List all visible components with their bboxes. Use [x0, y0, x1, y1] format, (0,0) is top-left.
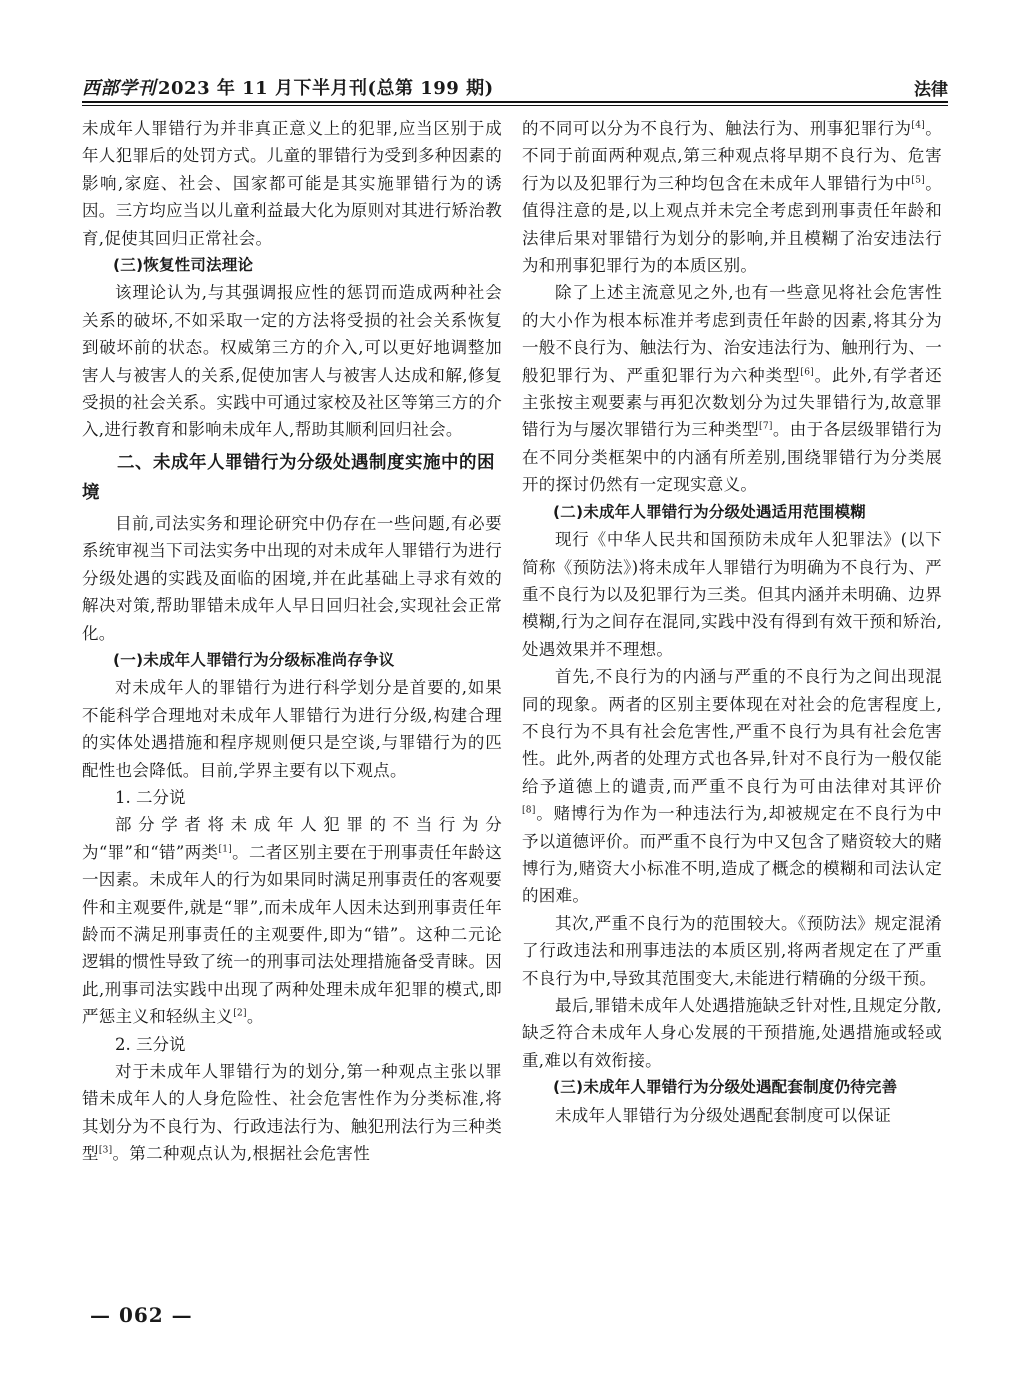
- page-number: — 062 —: [90, 1303, 193, 1327]
- text-run: 。此外,有学者还主张按主观要素与再犯次数划分为过失罪错行为,故意罪错行为与屡次罪错行为三种类型: [522, 365, 942, 440]
- paragraph: [82, 1058, 502, 1168]
- paragraph: 最后,罪错未成年人处遇措施缺乏针对性,且规定分散,缺乏符合未成年人身心发展的干预措施,处遇措施或轻或重,难以有效衔接。: [522, 996, 942, 1070]
- subsection-heading: (三)未成年人罪错行为分级处遇配套制度仍待完善: [553, 1078, 898, 1097]
- header-rule: [82, 101, 948, 103]
- numbered-heading: 1. 二分说: [115, 787, 186, 807]
- numbered-heading: 2. 三分说: [115, 1034, 186, 1054]
- text-run: 。由于各层级罪错行为在不同分类框架中的内涵有所差别,围绕罪错行为分类展开的探讨仍然有一定现实意义。: [522, 420, 943, 495]
- left-column: [82, 115, 502, 1168]
- paragraph: [522, 279, 942, 498]
- paragraph: 该理论认为,与其强调报应性的惩罚而造成两种社会关系的破坏,不如采取一定的方法将受损的社会关系恢复到破坏前的状态。权威第三方的介入,可以更好地调整加害人与被害人的关系,促使加害人与被害人达成和解,修复受损的社会关系。实践中可通过家校及社区等第三方的介入,进行教育和影响未成年人,帮助其顺利回归社会。: [82, 283, 502, 440]
- paragraph: 现行《中华人民共和国预防未成年人犯罪法》(以下简称《预防法》)将未成年人罪错行为明确为不良行为、严重不良行为以及犯罪行为三类。但其内涵并未明确、边界模糊,行为之间存在混同,实践中没有得到有效干预和矫治,处遇效果并不理想。: [522, 530, 942, 659]
- journal-title: [82, 74, 494, 100]
- section-heading: 二、未成年人罪错行为分级处遇制度实施中的困境: [82, 452, 495, 503]
- paragraph: 未成年人罪错行为分级处遇配套制度可以保证: [555, 1105, 891, 1125]
- citation: [5]: [911, 175, 926, 186]
- subsection-heading: (二)未成年人罪错行为分级处遇适用范围模糊: [553, 502, 866, 521]
- text-run: 。赌博行为作为一种违法行为,却被规定在不良行为中予以道德评价。而严重不良行为中又包含了赌资较大的赌博行为,赌资大小标准不明,造成了概念的模糊和司法认定的困难。: [522, 804, 942, 906]
- citation: [2]: [233, 1008, 247, 1019]
- citation: [1]: [218, 844, 233, 855]
- citation: [8]: [522, 805, 536, 816]
- text-run: 部分学者将未成年人犯罪的不当行为分为“罪”和“错”两类: [82, 815, 502, 862]
- subsection-heading: (一)未成年人罪错行为分级标准尚存争议: [113, 650, 395, 669]
- text-run: 首先,不良行为的内涵与严重的不良行为之间出现混同的现象。两者的区别主要体现在对社会的危害程度上,不良行为不具有社会危害性,严重不良行为具有社会危害性。此外,两者的处理方式也各异,针对不良行为一般仅能给予道德上的谴责,而严重不良行为可由法律对其评价: [522, 667, 942, 796]
- text-run: 的不同可以分为不良行为、触法行为、刑事犯罪行为: [522, 119, 912, 138]
- citation: [6]: [800, 367, 815, 378]
- paragraph: [82, 811, 502, 1030]
- section-name: 法律: [914, 80, 948, 100]
- paragraph: 未成年人罪错行为并非真正意义上的犯罪,应当区别于成年人犯罪后的处罚方式。儿童的罪错行为受到多种因素的影响,家庭、社会、国家都可能是其实施罪错行为的诱因。三方均应当以儿童利益最大化为原则对其进行矫治教育,促使其回归正常社会。: [82, 119, 502, 248]
- paragraph: 目前,司法实务和理论研究中仍存在一些问题,有必要系统审视当下司法实务中出现的对未成年人罪错行为进行分级处遇的实践及面临的困境,并在此基础上寻求有效的解决对策,帮助罪错未成年人早日回归社会,实现社会正常化。: [82, 513, 502, 643]
- header-rule-thin: [82, 105, 948, 106]
- paragraph: 其次,严重不良行为的范围较大。《预防法》规定混淆了行政违法和刑事违法的本质区别,将两者规定在了严重不良行为中,导致其范围变大,未能进行精确的分级干预。: [522, 913, 942, 988]
- paragraph: [522, 663, 942, 910]
- text-run: 。不同于前面两种观点,第三种观点将早期不良行为、危害行为以及犯罪行为三种均包含在未成年人罪错行为中: [522, 119, 942, 193]
- running-header: [82, 72, 948, 100]
- text-run: 对于未成年人罪错行为的划分,第一种观点主张以罪错未成年人的人身危险性、社会危害性作为分类标准,将其划分为不良行为、行政违法行为、触犯刑法行为三种类型: [82, 1062, 502, 1164]
- right-column: [522, 115, 942, 1129]
- citation: [7]: [759, 421, 773, 432]
- citation: [3]: [98, 1145, 113, 1156]
- text-run: 。第二种观点认为,根据社会危害性: [112, 1144, 371, 1164]
- paragraph: [522, 115, 942, 279]
- issue-info: 2023 年 11 月下半月刊(总第 199 期): [158, 78, 494, 99]
- text-run: 。: [246, 1007, 264, 1027]
- subsection-heading: (三)恢复性司法理论: [113, 256, 254, 275]
- paragraph: 对未成年人的罪错行为进行科学划分是首要的,如果不能科学合理地对未成年人罪错行为进行分级,构建合理的实体处遇措施和程序规则便只是空谈,与罪错行为的匹配性也会降低。目前,学界主要有以下观点。: [82, 678, 502, 780]
- journal-logo: 西部学刊: [82, 78, 156, 99]
- citation: [4]: [911, 120, 926, 131]
- text-run: 。值得注意的是,以上观点并未完全考虑到刑事责任年龄和法律后果对罪错行为划分的影响,并且模糊了治安违法行为和刑事犯罪行为的本质区别。: [522, 173, 942, 276]
- text-run: 除了上述主流意见之外,也有一些意见将社会危害性的大小作为根本标准并考虑到责任年龄的因素,将其分为一般不良行为、触法行为、治安违法行为、触刑行为、一般犯罪行为、严重犯罪行为六种类型: [522, 283, 942, 385]
- text-run: 。二者区别主要在于刑事责任年龄这一因素。未成年人的行为如果同时满足刑事责任的客观要件和主观要件,就是“罪”,而未成年人因未达到刑事责任年龄而不满足刑事责任的主观要件,即为“错”。这种二元论逻辑的惯性导致了统一的刑事司法处理措施备受青睐。因此,刑事司法实践中出现了两种处理未成年犯罪的模式,即严惩主义和轻纵主义: [82, 842, 502, 1027]
